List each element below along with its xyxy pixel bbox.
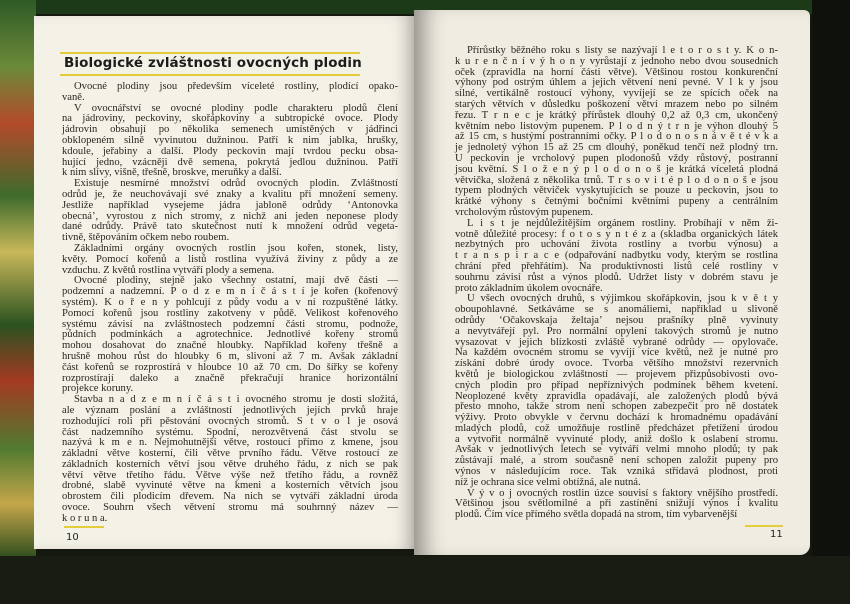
text-line: drobné, slabě vyvinuté větve na kmeni a kosterních větvích jsou [62,480,398,492]
page-number-left: 10 [66,532,79,543]
text-line: starých větvích v důsledku poškození větví mrazem nebo po silném [455,98,778,110]
text-line: V ý v o j ovocných rostlin úzce souvisí s faktory vnějšího prostředí. [467,487,778,499]
text-line: Existuje nesmírné množství odrůd ovocných plodin. Zvláštností [74,178,398,190]
text-line: Základními orgány ovocných rostlin jsou kořen, stonek, listy, [74,242,398,254]
text-line: Ovocné plodiny, stejně jako všechny ostatní, mají dvě části — [74,275,398,287]
text-line: větví větve třetího řádu. Větve výše než třetího řádu, a rovněž [62,469,398,481]
text-line: Avšak v jednotlivých letech se vytváří velmi mnoho plodů; ty pak [455,444,778,456]
text-line: Většinou jsou světlomilné a při zastínění snižují výnos i kvalitu [455,498,778,510]
book-right-edge [812,0,850,604]
text-line: k nim slívy, višně, třešně, broskve, meruňky a další. [62,167,282,179]
text-line: základní větve kosterní, čili větve prvního řádu. Větve rostoucí ze [62,448,398,460]
text-line: je jednoletý výhon 15 až 25 cm dlouhý, poněkud tenčí než plodný trn. [455,142,778,154]
text-line: půdních podmínkách a agrotechnice. Jednotlivé kořeny stromů [62,329,398,341]
title-rule-bottom [60,74,360,76]
previous-page-photo-edge [0,0,36,560]
text-line: vrcholovým růstovým pupenem. [455,206,593,218]
text-line: Stavba n a d z e m n í č á s t i ovocného stromu je dosti složitá, [74,394,398,406]
text-line: květů je biologickou zvláštností — projevem přizpůsobivosti ovo- [455,368,778,380]
text-line: přesto mnoho, takže strom není schopen zabezpečit pro ně dostatek [455,401,778,413]
text-line: květy. Pomocí kořenů a listů rostlina využívá živiny z půdy a ze [62,253,398,265]
text-line: výživy. Proto obvykle v červnu dochází k hromadnému opadávání [455,412,778,424]
text-line: k o r u n a. [62,512,108,524]
text-line: oček (zpravidla na horní části větve). Většinou rostou konkurenční [455,66,778,78]
text-line: vzduchu. Z květů rostlina vytváří plody a semena. [62,264,275,276]
text-line: nezbytných pro uchování života rostliny a tvorbu výnosu) a [455,239,778,251]
text-line: typem plodných větviček vyskytujících se pouze u peckovin, jsou to [455,185,778,197]
text-line: jádrovin obsahují po několika semenech umístěných v jádřinci [62,124,398,136]
text-line: řezu. T r n e c je krátký přírůstek dlouhý 0,2 až 0,3 cm, ukončený [455,109,778,121]
text-line: projekce koruny. [62,383,134,395]
text-line: větvička, složená z několika trnů. T r s o v i t é p l o d o n o š e jsou [455,174,778,186]
text-line: a vytvořit normálně vyvinuté plody, aniž došlo k oslabení stromu. [455,433,778,445]
text-line: U všech ovocných druhů, s výjimkou skořápkovin, jsou k v ě t y [467,293,778,305]
text-line: V ovocnářství se ovocné plodiny podle charakteru plodů člení [74,102,398,114]
text-line: Přírůstky běžného roku s listy se nazývají l e t o r o s t y. K o n- [467,45,778,56]
text-line: odrůd je, že neuchovávají své znaky a kvalitu při množení semeny. [62,188,398,200]
text-line: odrůdy ‘Očakovskaja želtaja’ nejsou prašníky plně vyvinuty [455,314,778,326]
text-line: získání dobré úrody ovoce. Tvorba většího množství rezervních [455,358,778,370]
text-line: Pomocí kořenů jsou rostliny zakotveny v půdě. Velikost kořenového [62,307,398,319]
text-line: plodů. Čím více přímého světla dopadá na strom, tím vybarvenější [455,509,738,521]
text-line: až 15 cm, s hustými postranními očky. P l o d o n o s n á v ě t é v k a [455,131,778,143]
page-number-right: 11 [770,529,783,540]
text-line: oboupohlavné. Setkáváme se s anomáliemi, například u slivoně [455,304,778,316]
text-line: cných plodin pro případ nepříznivých podmínek během kvetení. [455,379,778,391]
text-line: níž je ochrana sice velmi obtížná, ale nutná. [455,476,641,488]
text-line: základních kosterních větví jsou větve druhého řádu, z nich se pak [62,458,398,470]
text-line: mladých plodů, což umožňuje rostlině předcházet přetížení úrodou [455,422,778,434]
text-line: systému závisí na zvláštnostech podzemní části stromu, podnože, [62,318,398,330]
text-line: květním nebo listovým pupenem. P l o d n ý t r n je výhon dlouhý 5 [455,120,778,132]
page-number-rule [64,526,104,528]
left-page-text [62,82,398,525]
text-line: výnos v následujícím roce. Tak vzniká střídavá plodnost, proti [455,466,778,478]
background-surface [0,556,850,604]
text-line: nazývá k m e n. Nejmohutnější větve, rostoucí přímo z kmene, jsou [62,437,398,449]
text-line: část nadzemního systému. Spodní, nerozvětvená část stvolu se [62,426,398,438]
text-line: vaně. [62,91,85,103]
text-line: obrostem čili plodicím dřevem. Na nich se vytváří základní úroda [62,491,398,503]
text-line: proto základním úkolem ovocnáře. [455,282,603,294]
text-line: dané odrůdy. Právě tato skutečnost nutí k množení odrůd vegeta- [62,221,398,233]
text-line: t r a n s p i r a c e (odpařování nadbytku vody, kterým se rostlina [455,250,778,262]
text-line: jsou květní. S l o ž e n ý p l o d o n o š je krátká víceletá plodná [455,163,778,175]
text-line: podzemní a nadzemní. P o d z e m n í č á s t í je kořen (kořenový [62,286,398,298]
text-line: mohou dosahovat do značné hloubky. Například kořeny třešně a [62,340,398,352]
text-line: vysazovat v jejich blízkosti zvláště vybrané odrůdy — opylovače. [455,336,778,348]
text-line: tivně, štěpováním očkem nebo roubem. [62,232,230,244]
title-rule-top [60,52,360,54]
text-line: U peckovin je vrcholový pupen plodonošů vždy růstový, postranní [455,152,778,164]
text-line: Na každém ovocném stromu se vyvíjí více květů, než je nutné pro [455,347,778,359]
text-line: kdoule, jeřabiny a další. Plody peckovin mají tvrdou pecku obsa- [62,145,398,157]
text-line: chrání před přehřátím). Na produktivnosti listů celé rostliny v [455,260,778,272]
text-line: k u r e n č n í v ý h o n y vyrůstají z jednoho nebo dvou sousedních [455,55,778,67]
text-line: ovoce. Souhrn všech větvení stromu má souhrnný název — [62,502,398,514]
page-number-rule [745,525,783,527]
text-line: L i s t je nejdůležitějším orgánem rostliny. Probíhají v něm ži- [467,217,778,229]
right-page-text [455,46,778,521]
text-line: a nevytvářejí pyl. Pro normální opylení takových stromů je nutno [455,325,778,337]
text-line: Ovocné plodiny jsou především víceleté rostliny, plodící opako- [74,81,398,92]
text-line: systém). K o ř e n y pohlcují z půdy vodu a v ní rozpuštěné látky. [62,296,398,308]
text-line: část kořenů se rozprostírá v hloubce 10 až 70 cm. Do šířky se kořeny [62,361,398,373]
text-line: výhony pod ostrým úhlem a jejich větvení není pevné. V l k y jsou [455,77,778,89]
text-line: zůstávají malé, a strom současně není schopen založit pupeny pro [455,455,778,467]
text-line: na jádroviny, peckoviny, skořápkoviny a subtropické ovoce. Plody [62,113,398,125]
text-line: krátké výhony s četnými bočními květními pupeny a centrálním [455,196,778,208]
text-line: votně důležité procesy: f o t o s y n t é z a (skladba organických látek [455,228,778,240]
text-line: hující jedno, vzácněji dvě semena, pokrytá jedlou dužninou. Patří [62,156,398,168]
text-line: obecná’, vyrostou z nich stromy, z nichž ani jeden neponese plody [62,210,398,222]
text-line: rozhodující roli při pěstování ovocných stromů. S t v o l je osová [62,415,398,427]
text-line: ale význam poslání a zvláštností jednotlivých jejích prvků hraje [62,404,398,416]
section-title: Biologické zvláštnosti ovocných plodin [64,55,362,71]
text-line: hrušně mohou růst do hloubky 6 m, slivoní až 7 m. Avšak základní [62,350,398,362]
text-line: obklopeném silně vyvinutou dužninou. Patří k nim jablka, hrušky, [62,134,398,146]
text-line: rozprostírají daleko a značně překračují hranice horizontální [62,372,398,384]
text-line: souhrnu závisí růst a výnos plodů. Udržet listy v dobrém stavu je [455,271,778,283]
text-line: Jestliže například vysejeme jádra jabloně odrůdy ‘Antonovka [62,199,398,211]
text-line: silné, vertikálně rostoucí výhony, vyvíjejí se ze spících oček na [455,88,778,100]
text-line: Neoplozené květy zpravidla opadávají, ale založených plodů bývá [455,390,778,402]
